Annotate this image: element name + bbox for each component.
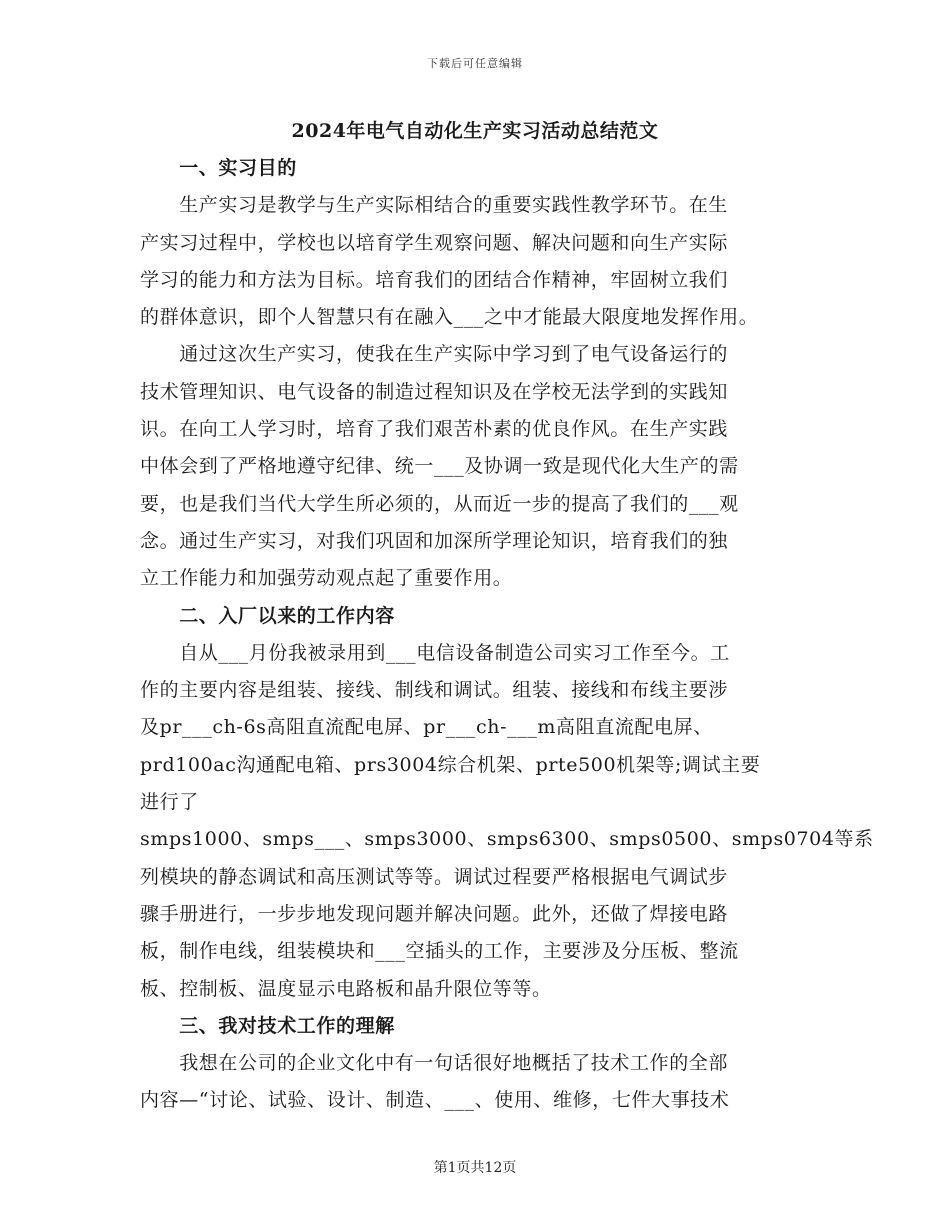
- page-footer: 第1页共12页: [433, 1160, 517, 1176]
- section-heading: 三、我对技术工作的理解: [140, 1014, 395, 1037]
- body-text-line: 生产实习是教学与生产实际相结合的重要实践性教学环节。在生: [140, 194, 729, 217]
- body-text-line: 作的主要内容是组装、接线、制线和调试。组装、接线和布线主要涉: [140, 679, 729, 702]
- body-text-line: 产实习过程中，学校也以培育学生观察问题、解决问题和向生产实际: [140, 231, 729, 254]
- page-header-note: 下载后可任意编辑: [427, 57, 523, 70]
- body-text-line: 念。通过生产实习，对我们巩固和加深所学理论知识，培育我们的独: [140, 529, 729, 552]
- body-text-line: smps1000、smps___、smps3000、smps6300、smps0500、smps0704等系: [140, 828, 874, 851]
- body-text-line: 识。在向工人学习时，培育了我们艰苦朴素的优良作风。在生产实践: [140, 418, 729, 441]
- document-title: 2024年电气自动化生产实习活动总结范文: [291, 120, 659, 142]
- body-text-line: 板，制作电线，组装模块和___空插头的工作，主要涉及分压板、整流: [140, 940, 739, 963]
- body-text-line: 进行了: [140, 791, 199, 814]
- body-text-line: 通过这次生产实习，使我在生产实际中学习到了电气设备运行的: [140, 343, 729, 366]
- body-text-line: 立工作能力和加强劳动观点起了重要作用。: [140, 567, 513, 590]
- body-text-line: 我想在公司的企业文化中有一句话很好地概括了技术工作的全部: [140, 1052, 729, 1075]
- body-text-line: prd100ac沟通配电箱、prs3004综合机架、prte500机架等;调试主要: [140, 753, 761, 776]
- body-text-line: 内容—“讨论、试验、设计、制造、___、使用、维修，七件大事技术: [140, 1089, 730, 1112]
- body-text-line: 技术管理知识、电气设备的制造过程知识及在学校无法学到的实践知: [140, 380, 729, 403]
- section-heading: 二、入厂以来的工作内容: [140, 604, 395, 627]
- body-text-line: 及pr___ch-6s高阻直流配电屏、pr___ch-___m高阻直流配电屏、: [140, 716, 713, 739]
- body-text-line: 板、控制板、温度显示电路板和晶升限位等等。: [140, 977, 552, 1000]
- document-body: [140, 150, 874, 1120]
- body-text-line: 要，也是我们当代大学生所必须的，从而近一步的提高了我们的___观: [140, 492, 739, 515]
- body-text-line: 骤手册进行，一步步地发现问题并解决问题。此外，还做了焊接电路: [140, 902, 729, 925]
- section-heading: 一、实习目的: [140, 157, 297, 179]
- body-text-line: 的群体意识，即个人智慧只有在融入___之中才能最大限度地发挥作用。: [140, 306, 759, 329]
- body-text-line: 中体会到了严格地遵守纪律、统一___及协调一致是现代化大生产的需: [140, 455, 739, 478]
- body-text-line: 学习的能力和方法为目标。培育我们的团结合作精神，牢固树立我们: [140, 268, 729, 291]
- body-text-line: 自从___月份我被录用到___电信设备制造公司实习工作至今。工: [140, 641, 730, 664]
- body-text-line: 列模块的静态调试和高压测试等等。调试过程要严格根据电气调试步: [140, 865, 729, 888]
